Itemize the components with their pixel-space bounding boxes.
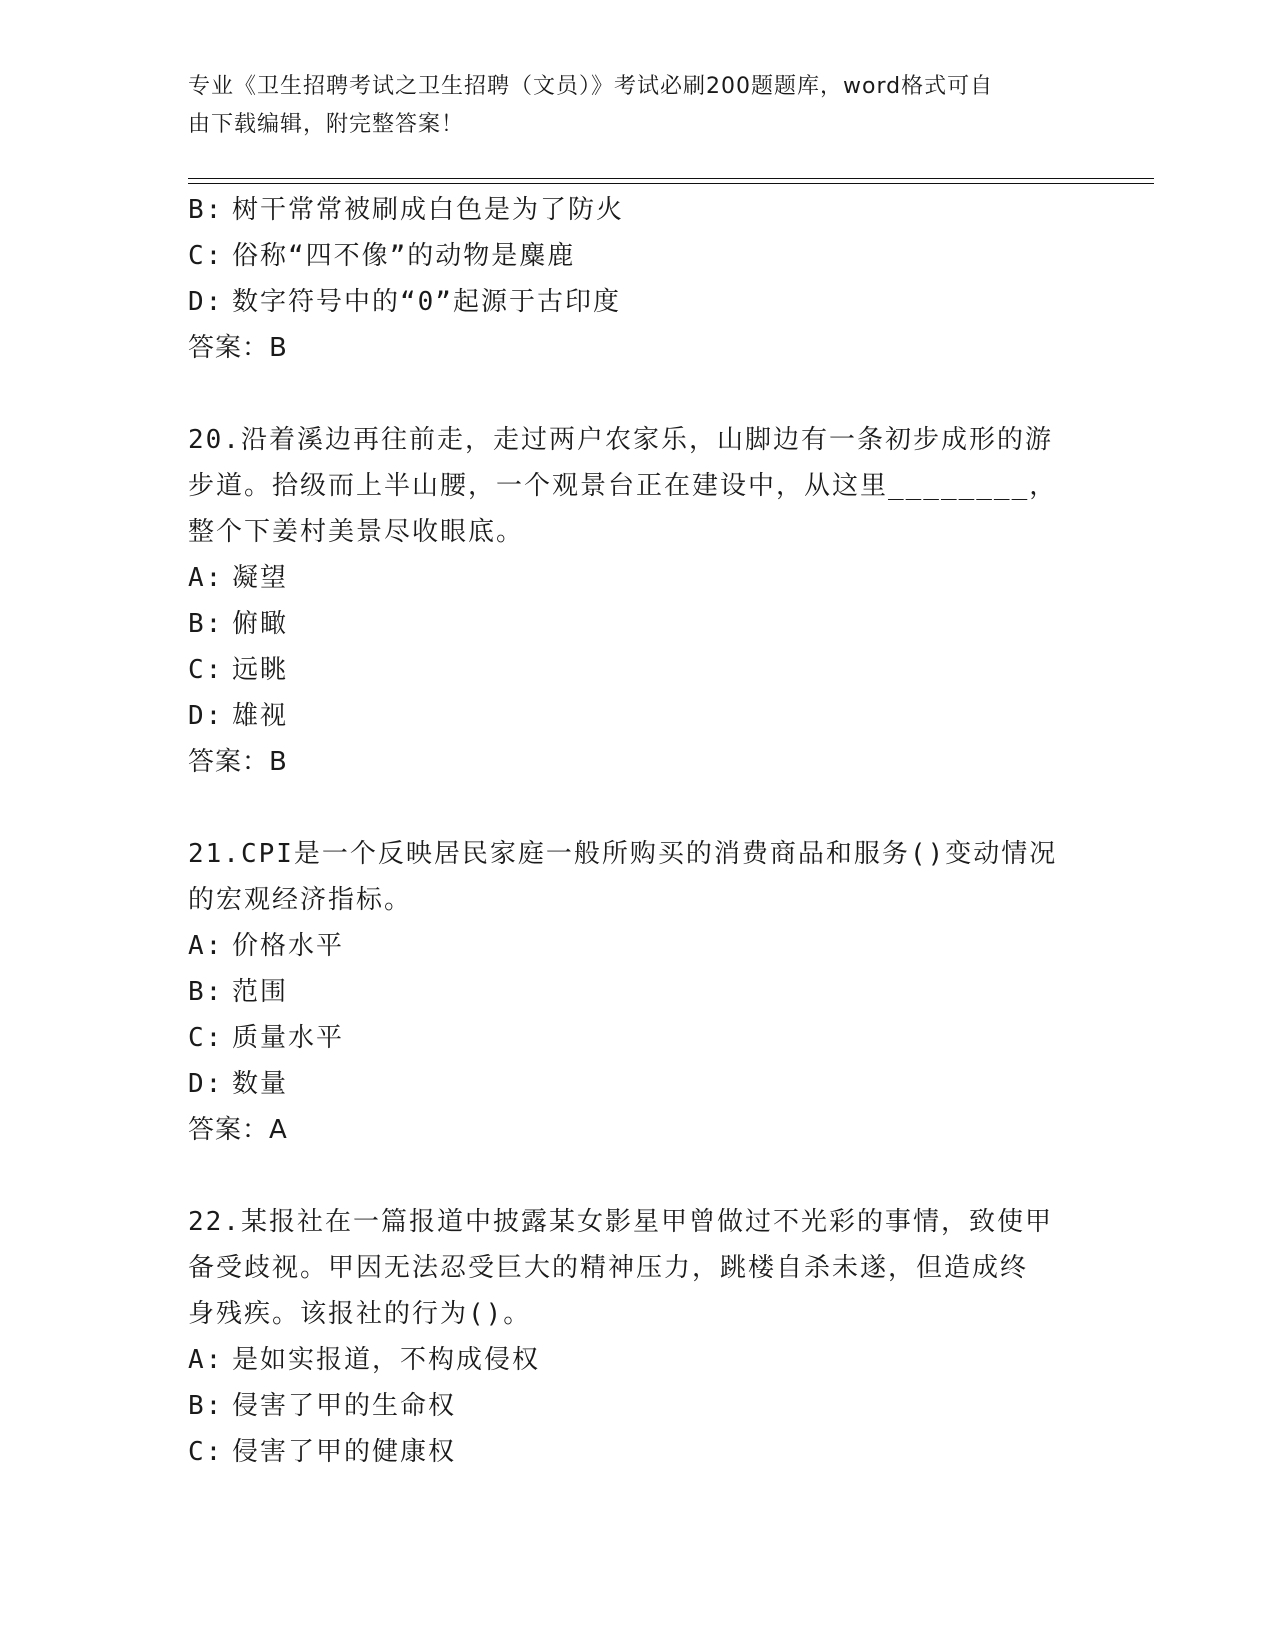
- option-c: C: 质量水平: [188, 1023, 345, 1053]
- question-text-line: 22.某报社在一篇报道中披露某女影星甲曾做过不光彩的事情，致使甲: [188, 1207, 1053, 1237]
- question-22: [188, 1199, 1088, 1475]
- option-b: B: 侵害了甲的生命权: [188, 1391, 457, 1421]
- option-c: C: 俗称“四不像”的动物是麋鹿: [188, 241, 576, 271]
- question-text-line: 备受歧视。甲因无法忍受巨大的精神压力，跳楼自杀未遂，但造成终: [188, 1253, 1029, 1283]
- question-20: [188, 417, 1088, 785]
- option-a: A: 是如实报道，不构成侵权: [188, 1345, 541, 1375]
- option-c: C: 侵害了甲的健康权: [188, 1437, 457, 1467]
- option-d: D: 数字符号中的“0”起源于古印度: [188, 287, 621, 317]
- document-body: [188, 187, 1088, 1475]
- question-text-line: 21.CPI是一个反映居民家庭一般所购买的消费商品和服务()变动情况: [188, 839, 1058, 869]
- document-header: [188, 68, 1068, 144]
- header-line-1: 专业《卫生招聘考试之卫生招聘（文员）》考试必刷200题题库，word格式可自: [188, 74, 994, 99]
- option-a: A: 价格水平: [188, 931, 345, 961]
- answer: 答案：B: [188, 333, 288, 363]
- option-d: D: 数量: [188, 1069, 289, 1099]
- question-text-line: 整个下姜村美景尽收眼底。: [188, 517, 525, 547]
- question-21: [188, 831, 1088, 1153]
- question-text-line: 步道。拾级而上半山腰，一个观景台正在建设中，从这里________，: [188, 471, 1058, 501]
- option-a: A: 凝望: [188, 563, 289, 593]
- answer: 答案：B: [188, 747, 288, 777]
- header-rule-bottom: [188, 183, 1154, 184]
- question-text-line: 身残疾。该报社的行为()。: [188, 1299, 532, 1329]
- answer: 答案：A: [188, 1115, 288, 1145]
- option-b: B: 范围: [188, 977, 289, 1007]
- option-c: C: 远眺: [188, 655, 289, 685]
- option-d: D: 雄视: [188, 701, 289, 731]
- header-line-2: 由下载编辑，附完整答案！: [188, 112, 465, 137]
- header-rule-top: [188, 178, 1154, 179]
- question-text-line: 的宏观经济指标。: [188, 885, 413, 915]
- prev-question: [188, 187, 1088, 371]
- option-b: B: 树干常常被刷成白色是为了防火: [188, 195, 625, 225]
- option-b: B: 俯瞰: [188, 609, 289, 639]
- question-text-line: 20.沿着溪边再往前走，走过两户农家乐，山脚边有一条初步成形的游: [188, 425, 1053, 455]
